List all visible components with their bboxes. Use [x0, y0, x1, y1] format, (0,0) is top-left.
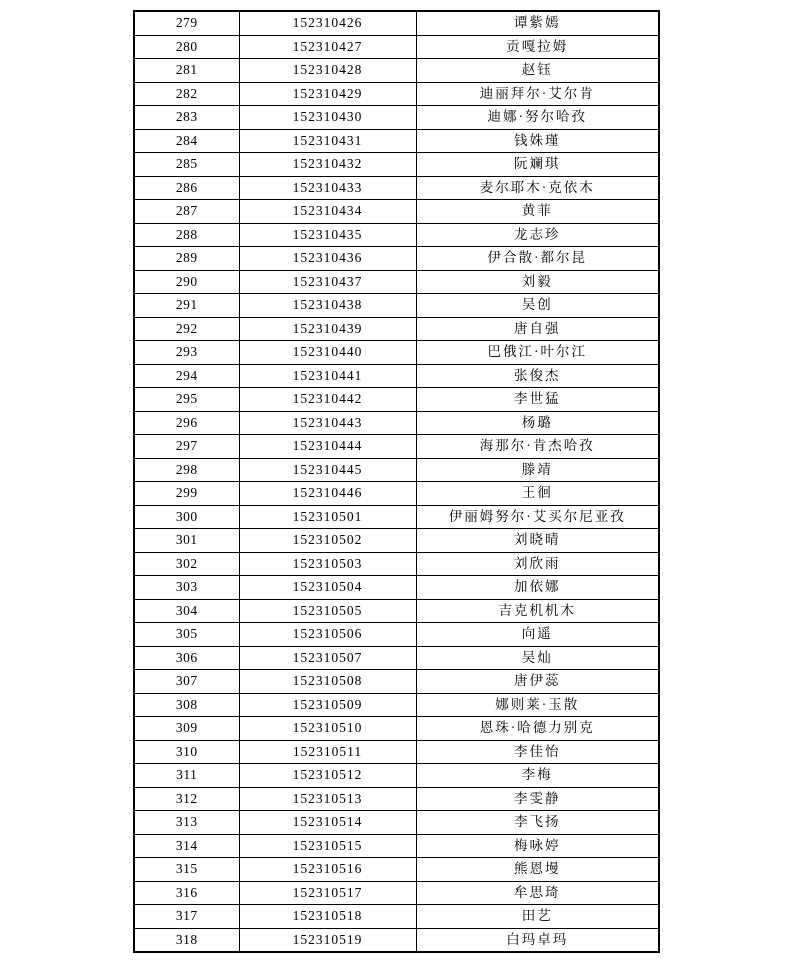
cell-row-index: 304 [134, 599, 239, 623]
cell-student-id: 152310501 [239, 505, 416, 529]
cell-row-index: 295 [134, 388, 239, 412]
table-row [134, 505, 659, 529]
cell-student-name: 谭紫嫣 [416, 11, 659, 35]
table-row [134, 646, 659, 670]
table-row [134, 717, 659, 741]
cell-student-name: 恩珠·哈德力别克 [416, 717, 659, 741]
cell-row-index: 302 [134, 552, 239, 576]
cell-row-index: 312 [134, 787, 239, 811]
cell-row-index: 307 [134, 670, 239, 694]
cell-student-id: 152310506 [239, 623, 416, 647]
cell-row-index: 315 [134, 858, 239, 882]
cell-row-index: 294 [134, 364, 239, 388]
cell-student-name: 熊恩墁 [416, 858, 659, 882]
cell-student-id: 152310436 [239, 247, 416, 271]
student-roster-table [133, 10, 660, 953]
cell-student-name: 向遥 [416, 623, 659, 647]
cell-row-index: 299 [134, 482, 239, 506]
cell-row-index: 280 [134, 35, 239, 59]
table-row [134, 670, 659, 694]
cell-row-index: 317 [134, 905, 239, 929]
cell-row-index: 284 [134, 129, 239, 153]
cell-student-name: 唐伊蕊 [416, 670, 659, 694]
cell-student-id: 152310435 [239, 223, 416, 247]
cell-student-name: 白玛卓玛 [416, 928, 659, 952]
table-row [134, 223, 659, 247]
cell-student-id: 152310433 [239, 176, 416, 200]
table-row [134, 364, 659, 388]
cell-student-name: 刘欣雨 [416, 552, 659, 576]
cell-student-id: 152310441 [239, 364, 416, 388]
cell-row-index: 313 [134, 811, 239, 835]
cell-row-index: 290 [134, 270, 239, 294]
cell-student-id: 152310512 [239, 764, 416, 788]
cell-row-index: 292 [134, 317, 239, 341]
table-row [134, 881, 659, 905]
table-row [134, 458, 659, 482]
table-row [134, 317, 659, 341]
cell-student-id: 152310508 [239, 670, 416, 694]
cell-student-id: 152310502 [239, 529, 416, 553]
cell-row-index: 279 [134, 11, 239, 35]
table-row [134, 599, 659, 623]
table-row [134, 411, 659, 435]
table-row [134, 153, 659, 177]
cell-row-index: 287 [134, 200, 239, 224]
cell-student-name: 李飞扬 [416, 811, 659, 835]
cell-student-name: 赵钰 [416, 59, 659, 83]
cell-row-index: 297 [134, 435, 239, 459]
table-row [134, 247, 659, 271]
table-row [134, 764, 659, 788]
table-row [134, 35, 659, 59]
cell-student-name: 娜则莱·玉散 [416, 693, 659, 717]
cell-student-id: 152310427 [239, 35, 416, 59]
cell-student-id: 152310514 [239, 811, 416, 835]
table-row [134, 787, 659, 811]
cell-student-name: 吴创 [416, 294, 659, 318]
cell-student-id: 152310431 [239, 129, 416, 153]
cell-student-id: 152310426 [239, 11, 416, 35]
cell-row-index: 316 [134, 881, 239, 905]
cell-student-id: 152310434 [239, 200, 416, 224]
cell-student-name: 滕靖 [416, 458, 659, 482]
table-row [134, 341, 659, 365]
cell-student-name: 吉克机机木 [416, 599, 659, 623]
cell-student-id: 152310511 [239, 740, 416, 764]
table-row [134, 576, 659, 600]
cell-row-index: 306 [134, 646, 239, 670]
table-row [134, 834, 659, 858]
cell-student-name: 迪娜·努尔哈孜 [416, 106, 659, 130]
cell-student-id: 152310517 [239, 881, 416, 905]
table-row [134, 59, 659, 83]
cell-student-name: 海那尔·肯杰哈孜 [416, 435, 659, 459]
roster-body [134, 11, 659, 952]
cell-student-name: 吴灿 [416, 646, 659, 670]
cell-row-index: 296 [134, 411, 239, 435]
cell-student-name: 黄菲 [416, 200, 659, 224]
cell-student-name: 张俊杰 [416, 364, 659, 388]
cell-row-index: 318 [134, 928, 239, 952]
cell-student-id: 152310516 [239, 858, 416, 882]
table-row [134, 106, 659, 130]
table-row [134, 176, 659, 200]
cell-student-name: 李佳怡 [416, 740, 659, 764]
cell-student-id: 152310445 [239, 458, 416, 482]
cell-row-index: 291 [134, 294, 239, 318]
cell-student-id: 152310443 [239, 411, 416, 435]
cell-student-id: 152310507 [239, 646, 416, 670]
table-row [134, 129, 659, 153]
cell-student-name: 巴俄江·叶尔江 [416, 341, 659, 365]
cell-student-id: 152310515 [239, 834, 416, 858]
table-row [134, 928, 659, 952]
cell-row-index: 300 [134, 505, 239, 529]
cell-student-name: 田艺 [416, 905, 659, 929]
table-row [134, 693, 659, 717]
cell-student-id: 152310519 [239, 928, 416, 952]
cell-student-id: 152310505 [239, 599, 416, 623]
cell-row-index: 282 [134, 82, 239, 106]
cell-student-name: 李梅 [416, 764, 659, 788]
cell-row-index: 308 [134, 693, 239, 717]
table-row [134, 270, 659, 294]
cell-student-name: 李雯静 [416, 787, 659, 811]
cell-row-index: 309 [134, 717, 239, 741]
cell-student-id: 152310428 [239, 59, 416, 83]
cell-student-name: 钱姝瑾 [416, 129, 659, 153]
cell-student-name: 梅咏婷 [416, 834, 659, 858]
cell-row-index: 285 [134, 153, 239, 177]
cell-student-id: 152310437 [239, 270, 416, 294]
cell-student-id: 152310432 [239, 153, 416, 177]
table-row [134, 388, 659, 412]
table-row [134, 435, 659, 459]
cell-row-index: 303 [134, 576, 239, 600]
table-row [134, 11, 659, 35]
cell-row-index: 283 [134, 106, 239, 130]
cell-row-index: 293 [134, 341, 239, 365]
table-row [134, 858, 659, 882]
cell-student-id: 152310510 [239, 717, 416, 741]
cell-student-name: 迪丽拜尔·艾尔肯 [416, 82, 659, 106]
cell-student-id: 152310446 [239, 482, 416, 506]
cell-student-name: 阮斓琪 [416, 153, 659, 177]
cell-student-name: 加依娜 [416, 576, 659, 600]
cell-student-id: 152310438 [239, 294, 416, 318]
cell-student-id: 152310430 [239, 106, 416, 130]
cell-row-index: 289 [134, 247, 239, 271]
cell-student-id: 152310442 [239, 388, 416, 412]
cell-student-name: 伊丽姆努尔·艾买尔尼亚孜 [416, 505, 659, 529]
cell-student-id: 152310444 [239, 435, 416, 459]
cell-row-index: 286 [134, 176, 239, 200]
table-row [134, 623, 659, 647]
cell-row-index: 281 [134, 59, 239, 83]
cell-row-index: 301 [134, 529, 239, 553]
cell-student-name: 王徊 [416, 482, 659, 506]
table-row [134, 482, 659, 506]
cell-row-index: 310 [134, 740, 239, 764]
cell-student-name: 伊合散·都尔昆 [416, 247, 659, 271]
cell-row-index: 311 [134, 764, 239, 788]
cell-student-id: 152310503 [239, 552, 416, 576]
cell-student-name: 李世猛 [416, 388, 659, 412]
table-row [134, 200, 659, 224]
cell-student-id: 152310439 [239, 317, 416, 341]
cell-student-name: 贡嘎拉姆 [416, 35, 659, 59]
table-row [134, 905, 659, 929]
cell-student-id: 152310429 [239, 82, 416, 106]
cell-row-index: 288 [134, 223, 239, 247]
cell-student-name: 唐自强 [416, 317, 659, 341]
cell-student-name: 牟思琦 [416, 881, 659, 905]
cell-student-name: 杨璐 [416, 411, 659, 435]
cell-student-name: 刘毅 [416, 270, 659, 294]
table-row [134, 82, 659, 106]
table-row [134, 740, 659, 764]
table-row [134, 529, 659, 553]
cell-student-id: 152310513 [239, 787, 416, 811]
cell-student-id: 152310504 [239, 576, 416, 600]
cell-student-id: 152310440 [239, 341, 416, 365]
cell-student-id: 152310509 [239, 693, 416, 717]
cell-student-name: 龙志珍 [416, 223, 659, 247]
cell-student-id: 152310518 [239, 905, 416, 929]
cell-row-index: 298 [134, 458, 239, 482]
cell-row-index: 314 [134, 834, 239, 858]
table-row [134, 294, 659, 318]
cell-student-name: 麦尔耶木·克依木 [416, 176, 659, 200]
table-row [134, 552, 659, 576]
table-row [134, 811, 659, 835]
cell-row-index: 305 [134, 623, 239, 647]
cell-student-name: 刘晓晴 [416, 529, 659, 553]
